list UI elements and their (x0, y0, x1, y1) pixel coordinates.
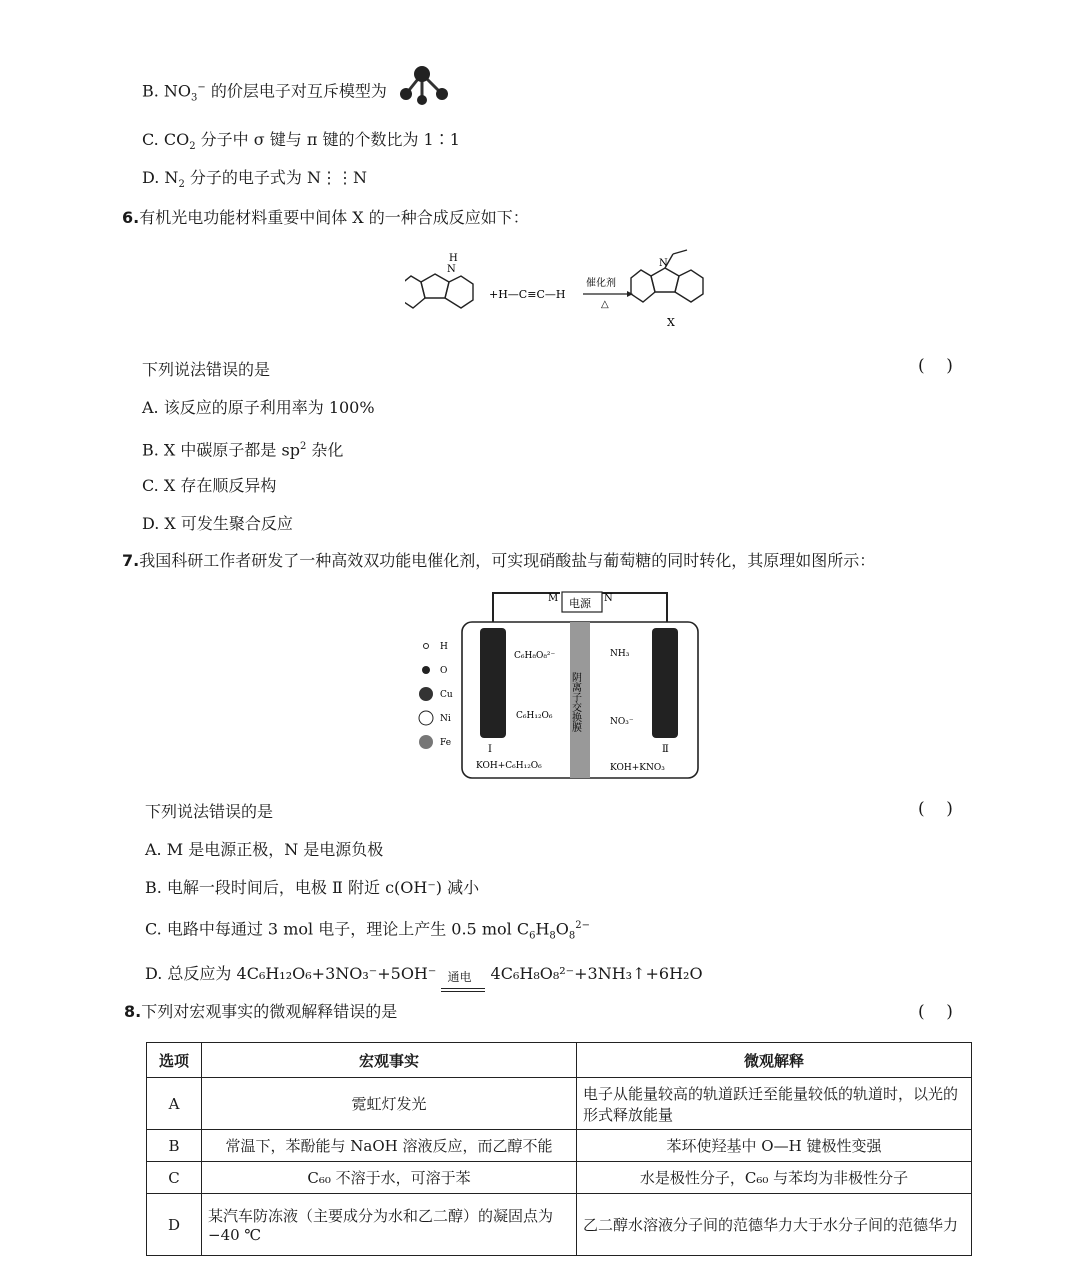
reaction-scheme-figure (405, 248, 715, 334)
vsepr-model-icon (392, 62, 452, 108)
terminal-m-label: M (548, 593, 559, 604)
row-b-explanation: 苯环使羟基中 O—H 键极性变强 (577, 1130, 972, 1162)
option-7b: B. 电解一段时间后，电极 Ⅱ 附近 c(OH⁻) 减小 (145, 878, 480, 897)
explanation-table (146, 1042, 972, 1256)
acetylene-text: +H—C≡C—H (489, 288, 566, 301)
answer-paren-7[interactable]: ( ) (918, 799, 953, 819)
row-c-fact: C₆₀ 不溶于水，可溶于苯 (202, 1162, 577, 1194)
membrane-label: 阴离子交换膜 (569, 672, 581, 732)
header-micro-explanation: 微观解释 (577, 1043, 972, 1078)
legend-ni: Ni (440, 714, 451, 724)
legend-o: O (440, 666, 448, 676)
right-solution: KOH+KNO₃ (610, 763, 665, 773)
table-row (147, 1130, 972, 1162)
option-6b: B. X 中碳原子都是 $sp^2$ 杂化 (142, 440, 344, 460)
row-a-explanation: 电子从能量较高的轨道跃迁至能量较低的轨道时，以光的形式释放能量 (577, 1078, 972, 1130)
electrolysis-cell-figure (412, 588, 702, 784)
legend-cu: Cu (440, 690, 453, 700)
row-d-explanation: 乙二醇水溶液分子间的范德华力大于水分子间的范德华力 (577, 1194, 972, 1256)
nh-n-label: N (447, 264, 456, 275)
product-n-label: N (659, 258, 668, 269)
option-6d: D. X 可发生聚合反应 (142, 514, 293, 533)
option-6c: C. X 存在顺反异构 (142, 476, 277, 495)
option-5d: D. $N_2$ 分子的电子式为 N⋮⋮N (142, 168, 367, 191)
nh-h-label: H (449, 253, 458, 264)
electrode-1-label: Ⅰ (488, 744, 492, 755)
product-x-label: X (667, 316, 675, 329)
question-8-stem: 8.下列对宏观事实的微观解释错误的是 (124, 1002, 398, 1021)
table-row (147, 1162, 972, 1194)
catalyst-label: 催化剂 (586, 278, 616, 289)
question-6-ask: 下列说法错误的是 (142, 360, 271, 379)
heat-label: △ (601, 299, 609, 310)
right-top-species: NH₃ (610, 649, 630, 659)
answer-paren-8[interactable]: ( ) (918, 1002, 953, 1022)
question-7-stem: 7.我国科研工作者研发了一种高效双功能电催化剂，可实现硝酸盐与葡萄糖的同时转化，其原理如图所示： (122, 551, 876, 570)
option-7c: C. 电路中每通过 3 mol 电子，理论上产生 0.5 mol $C_6H_8O_8^{2-}$ (145, 919, 591, 942)
row-c-explanation: 水是极性分子，C₆₀ 与苯均为非极性分子 (577, 1162, 972, 1194)
left-mid-species: C₆H₁₂O₆ (516, 711, 553, 721)
terminal-n-label: N (604, 593, 613, 604)
header-option: 选项 (147, 1043, 202, 1078)
row-a-option: A (147, 1078, 202, 1130)
table-header-row (147, 1043, 972, 1078)
legend-fe: Fe (440, 738, 452, 748)
row-d-fact: 某汽车防冻液（主要成分为水和乙二醇）的凝固点为 −40 ℃ (202, 1194, 577, 1256)
question-6-stem: 6.有机光电功能材料重要中间体 X 的一种合成反应如下： (122, 208, 529, 227)
row-c-option: C (147, 1162, 202, 1194)
row-a-fact: 霓虹灯发光 (202, 1078, 577, 1130)
right-mid-species: NO₃⁻ (610, 717, 634, 727)
option-7d: D. 总反应为 4C₆H₁₂O₆+3NO₃⁻+5OH⁻ 通电 4C₆H₈O₈²⁻+3NH₃↑+6H₂O (145, 964, 703, 984)
option-6a: A. 该反应的原子利用率为 100% (142, 398, 375, 417)
table-row (147, 1078, 972, 1130)
left-solution: KOH+C₆H₁₂O₆ (476, 761, 542, 771)
question-7-ask: 下列说法错误的是 (145, 802, 274, 821)
table-row (147, 1194, 972, 1256)
answer-paren-6[interactable]: ( ) (918, 356, 953, 376)
option-5c: C. $CO_2$ 分子中 σ 键与 π 键的个数比为 1∶1 (142, 130, 460, 153)
option-7a: A. M 是电源正极，N 是电源负极 (145, 840, 384, 859)
header-macro-fact: 宏观事实 (202, 1043, 577, 1078)
option-5b: B. $NO_3^-$ 的价层电子对互斥模型为 (142, 81, 387, 104)
electrode-2-label: Ⅱ (662, 744, 669, 755)
row-b-fact: 常温下，苯酚能与 NaOH 溶液反应，而乙醇不能 (202, 1130, 577, 1162)
row-d-option: D (147, 1194, 202, 1256)
power-label: 电源 (569, 597, 591, 610)
legend-h: H (440, 642, 448, 652)
left-top-species: C₆H₈O₈²⁻ (514, 651, 556, 661)
row-b-option: B (147, 1130, 202, 1162)
